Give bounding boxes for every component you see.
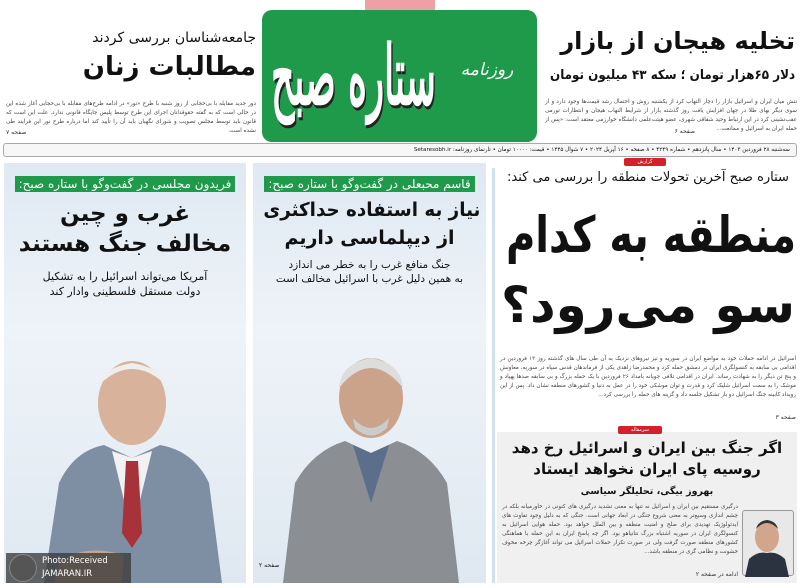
- report-tag: گزارش: [624, 158, 666, 166]
- masthead-logo: [262, 10, 537, 142]
- watermark-line-1: Photo:Received: [42, 556, 108, 566]
- interview-left-label: فریدون مجلسی در گفت‌وگو با ستاره صبح:: [15, 176, 236, 192]
- report-headline-1: منطقه به کدام: [505, 206, 796, 264]
- interview-mid-label: قاسم محبعلی در گفت‌وگو با ستاره صبح:: [264, 176, 474, 192]
- photo-watermark: [6, 553, 131, 583]
- interview-mid-headline-2: از دیپلماسی داریم: [284, 227, 455, 249]
- top-left-kicker: جامعه‌شناسان بررسی کردند: [92, 30, 256, 46]
- editorial-tag: سرمقاله: [618, 426, 662, 434]
- top-right-page-ref: صفحه ۶: [674, 128, 695, 135]
- logo-small-text: روزنامه: [460, 60, 514, 80]
- interview-left-headline-1: غرب و چین: [59, 201, 191, 227]
- corner-badge: [365, 0, 435, 10]
- top-left-page-ref: صفحه ۷: [6, 129, 27, 136]
- top-left-body: دور جدید مقابله با بی‌حجابی از روز شنبه با طرح «نور» در ادامه طرح‌های مقابله با بی‌حجابی آغاز شده این در حالی است که به گفته حقوقدانان اجرای این طرح توسط پلیس جایگاه قانونی ندارد. علت این است که قانون باید توسط مجلس تصویب و شورای نگهبان باید آن را تأیید کند اما درباره طرح نور این فرایند طی نشده است.: [6, 101, 256, 134]
- top-left-headline: مطالبات زنان: [82, 52, 256, 82]
- top-right-body: تنش میان ایران و اسرائیل بازار را دچار التهاب کرد از یکشنبه روش و احتمال رشد قیمت‌ها وجود دارد و از سوی دیگر بهای طلا در جهان افزایش یافت روز گذشته بازار از شرایط التهاب هیجان و انتظارات تورمی عقب‌نشینی کرد در این ارتباط وحید شقاقی شهری، عضو هیئت‌علمی دانشگاه خوارزمی معتقد است: «پس از حمله ایران به اسرائیل و ممانعت...: [545, 99, 797, 132]
- person-photo-mid: [253, 333, 486, 583]
- dateline: سه‌شنبه ۲۸ فروردین ۱۴۰۳ • سال پانزدهم • شماره ۴۲۴۹ • ۸ صفحه • ۱۶ آپریل ۲۰۲۴ • ۷ شوال ۱۴۴۵ • قیمت: ۱۰۰۰۰ تومان • تارنمای روزنامه: Setaresobh.ir: [3, 143, 797, 157]
- editorial-author: بهروز بیگی، تحلیلگر سیاسی: [580, 486, 714, 497]
- author-photo: [742, 510, 794, 576]
- interview-left-sub-1: آمریکا می‌تواند اسرائیل را به تشکیل: [42, 270, 208, 283]
- report-kicker: ستاره صبح آخرین تحولات منطقه را بررسی می کند:: [507, 170, 789, 185]
- interview-mid-sub-2: به همین دلیل غرب با اسرائیل مخالف است: [275, 273, 464, 285]
- report-headline-2: سو می‌رود؟: [501, 276, 795, 334]
- report-page-ref: صفحه ۳: [775, 414, 796, 421]
- top-right-subhead: دلار ۶۵هزار تومان ؛ سکه ۴۳ میلیون تومان: [549, 68, 795, 83]
- editorial-body: درگیری مستقیم بین ایران و اسرائیل نه تنها به معنی تشدید درگیری های کنونی در خاورمیانه بلکه در چشم اندازی وسیع‌تر به معنی شروع جنگی در ابعاد جهانی است. جنگی که به دلیل وجود تفاوت های ایدئولوژیک تهدیدی برای صلح و امنیت منطقه و بین الملل خواهد بود. حمله هوایی اسرائیل به کنسولگری ایران در سوریه اشتباه بزرگ نتانیاهو بود. اگر چه پاسخ ایران به این حمله با هماهنگی کشورهای منطقه صورت گرفت ولی در صورت تکرار حملات اسرائیل می تواند آغازگر چرخه مخوف خشونت و نظامی گری در منطقه باشد...: [502, 504, 738, 555]
- report-body: اسرائیل در ادامه حملات خود به مواضع ایران در سوریه و نیز نیروهای نزدیک به آن طی سال های گذشته روز ۱۳ فروردین در اقدامی بی سابقه به کنسولگری ایران در دمشق حمله کرد و محمدرضا زاهدی یکی از فرماندهان قدس سپاه در سوریه، معاونش و پنج تن دیگر را به شهادت رساند. ایران در اقدامی تلافی جویانه بامداد ۲۶ فروردین با یک حمله بزرگ و بی سابقه صدها پهپاد و موشک را به سمت اسرائیل شلیک کرد و قدرت و توان موشکی خود را در عمل به دنیا و کشورهای منطقه نشان داد. پس از این رویداد کابینه جنگ اسرائیل دو بار تشکیل جلسه داد و گزینه های حمله را بررسی کرد...: [500, 356, 796, 398]
- interview-mid-sub-1: جنگ منافع غرب را به خطر می اندازد: [288, 259, 451, 271]
- jamaran-logo-icon: [9, 554, 37, 582]
- person-photo-left: [4, 333, 246, 583]
- interview-mid-page-ref: صفحه ۲: [259, 562, 280, 569]
- interview-left-headline-2: مخالف جنگ هستند: [18, 231, 232, 257]
- watermark-line-2: JAMARAN.IR: [42, 569, 93, 579]
- editorial-headline-1: اگر جنگ بین ایران و اسرائیل رخ دهد: [511, 439, 783, 457]
- interview-mid-headline-1: نیاز به استفاده حداکثری: [263, 199, 480, 221]
- editorial-continued[interactable]: ادامه در صفحه ۲: [695, 571, 738, 578]
- editorial-headline-2: روسیه پای ایران نخواهد ایستاد: [533, 460, 761, 478]
- logo-text: ستاره صبح: [271, 28, 436, 124]
- interview-left-sub-2: دولت مستقل فلسطینی وادار کند: [49, 285, 201, 298]
- top-right-headline: تخلیه هیجان از بازار: [560, 27, 795, 55]
- interview-left-panel: [4, 163, 246, 583]
